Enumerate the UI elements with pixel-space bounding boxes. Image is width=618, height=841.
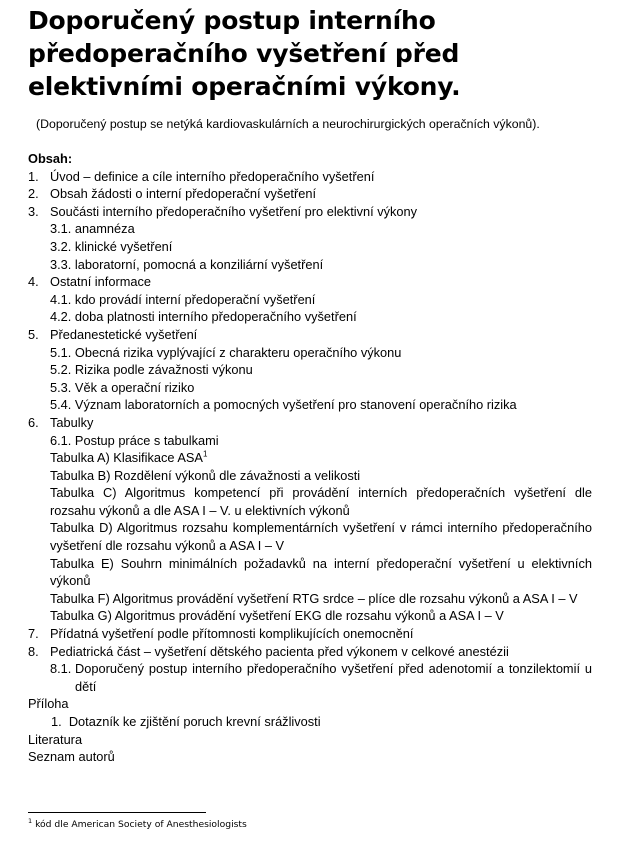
toc-number: 3. (28, 203, 39, 219)
toc-number: 6.1. (50, 432, 72, 448)
toc-item-5 (28, 326, 592, 344)
toc-item-5-2 (28, 361, 592, 379)
toc-text: Doporučený postup interního předoperačního vyšetření před adenotomií a tonzilektomií u dětí (75, 661, 592, 694)
toc-number: 5. (28, 326, 39, 342)
toc-text: kdo provádí interní předoperační vyšetření (74, 291, 316, 307)
toc-text: Úvod – definice a cíle interního předoperačního vyšetření (50, 168, 375, 184)
footnote (28, 816, 247, 830)
toc-item-3 (28, 203, 592, 221)
toc-item-2 (28, 185, 592, 203)
toc-item-3-2 (28, 238, 592, 256)
toc-number: 5.1. (50, 344, 72, 360)
toc-item-5-3 (28, 379, 592, 397)
footnote-reference: 1 (202, 449, 208, 459)
toc-number: 4. (28, 274, 39, 290)
toc-number: 2. (28, 186, 39, 202)
toc-item-4-1 (28, 291, 592, 309)
toc-item-8 (28, 643, 592, 661)
toc-item-4-2 (28, 308, 592, 326)
toc-text: Předanestetické vyšetření (50, 326, 198, 342)
toc-text: Věk a operační riziko (74, 379, 195, 395)
toc-table-g: Tabulka G) Algoritmus provádění vyšetření EKG dle rozsahu výkonů a ASA I – V (50, 608, 504, 624)
footnote-divider (28, 812, 206, 813)
toc-text: doba platnosti interního předoperačního vyšetření (74, 309, 357, 325)
toc-text: Pediatrická část – vyšetření dětského pacienta před výkonem v celkové anestézii (50, 643, 509, 659)
appendix-item-1 (28, 713, 592, 731)
toc-number: 7. (28, 626, 39, 642)
toc-text: Součásti interního předoperačního vyšetření pro elektivní výkony (50, 203, 418, 219)
toc-table-a (28, 449, 592, 467)
toc-item-6 (28, 414, 592, 432)
toc-table-e: Tabulka E) Souhrn minimálních požadavků na interní předoperační vyšetření u elektivních výkonů (50, 555, 592, 589)
toc-item-4 (28, 273, 592, 291)
footnote-text: kód dle American Society of Anesthesiologists (35, 819, 247, 830)
toc-text: Obecná rizika vyplývající z charakteru operačního výkonu (74, 344, 402, 360)
toc-number: 1. (51, 714, 62, 729)
toc-item-1 (28, 168, 592, 186)
toc-text: laboratorní, pomocná a konziliární vyšetření (74, 256, 324, 272)
toc-text: anamnéza (74, 221, 135, 237)
toc-table-b: Tabulka B) Rozdělení výkonů dle závažnosti a velikosti (50, 467, 361, 483)
document-title: Doporučený postup interního předoperačního vyšetření před elektivními operačními výkony. (28, 6, 461, 101)
appendix-heading: Příloha (28, 696, 69, 712)
toc-text: Postup práce s tabulkami (74, 432, 219, 448)
toc-number: 8. (28, 643, 39, 659)
toc-number: 4.2. (50, 309, 72, 325)
toc-text: Ostatní informace (50, 274, 151, 290)
toc-item-3-1 (28, 220, 592, 238)
toc-item-5-1 (28, 344, 592, 362)
toc-number: 5.3. (50, 379, 72, 395)
toc-number: 4.1. (50, 291, 72, 307)
toc-text: Obsah žádosti o interní předoperační vyšetření (50, 186, 317, 202)
toc-number: 5.2. (50, 362, 72, 378)
toc-table-d: Tabulka D) Algoritmus rozsahu komplementárních vyšetření v rámci interního předoperačního vyšetření dle rozsahu výkonů a ASA I – V (50, 520, 592, 554)
toc-number: 3.1. (50, 221, 72, 237)
toc-number: 6. (28, 414, 39, 430)
footnote-mark: 1 (28, 816, 33, 825)
toc-text: Tabulka A) Klasifikace ASA (50, 450, 203, 466)
table-of-contents (28, 150, 592, 766)
toc-table-f: Tabulka F) Algoritmus provádění vyšetření RTG srdce – plíce dle rozsahu výkonů a ASA I – V (50, 590, 578, 606)
literature-heading: Literatura (28, 731, 83, 747)
authors-heading: Seznam autorů (28, 749, 115, 765)
toc-number: 8.1. (50, 661, 72, 677)
toc-item-6-1 (28, 432, 592, 450)
toc-number: 5.4. (50, 397, 72, 413)
toc-text: Rizika podle závažnosti výkonu (74, 362, 253, 378)
toc-text: Dotazník ke zjištění poruch krevní srážlivosti (68, 714, 321, 729)
toc-number: 3.2. (50, 238, 72, 254)
toc-text: klinické vyšetření (74, 238, 173, 254)
contents-heading: Obsah: (28, 151, 73, 166)
toc-number: 3.3. (50, 256, 72, 272)
toc-text: Význam laboratorních a pomocných vyšetření pro stanovení operačního rizika (74, 397, 517, 413)
toc-text: Tabulky (50, 414, 94, 430)
toc-table-c: Tabulka C) Algoritmus kompetencí při provádění interních předoperačních vyšetření dle rozsahu výkonů a dle ASA I – V. u elektivních výkonů (50, 485, 592, 518)
toc-number: 1. (28, 168, 39, 184)
document-subtitle: (Doporučený postup se netýká kardiovaskulárních a neurochirurgických operačních výkonů). (36, 117, 540, 131)
toc-item-5-4 (28, 396, 592, 414)
toc-item-7 (28, 625, 592, 643)
toc-item-3-3 (28, 256, 592, 274)
toc-item-8-1 (28, 660, 592, 695)
toc-text: Přídatná vyšetření podle přítomnosti komplikujících onemocnění (50, 626, 414, 642)
